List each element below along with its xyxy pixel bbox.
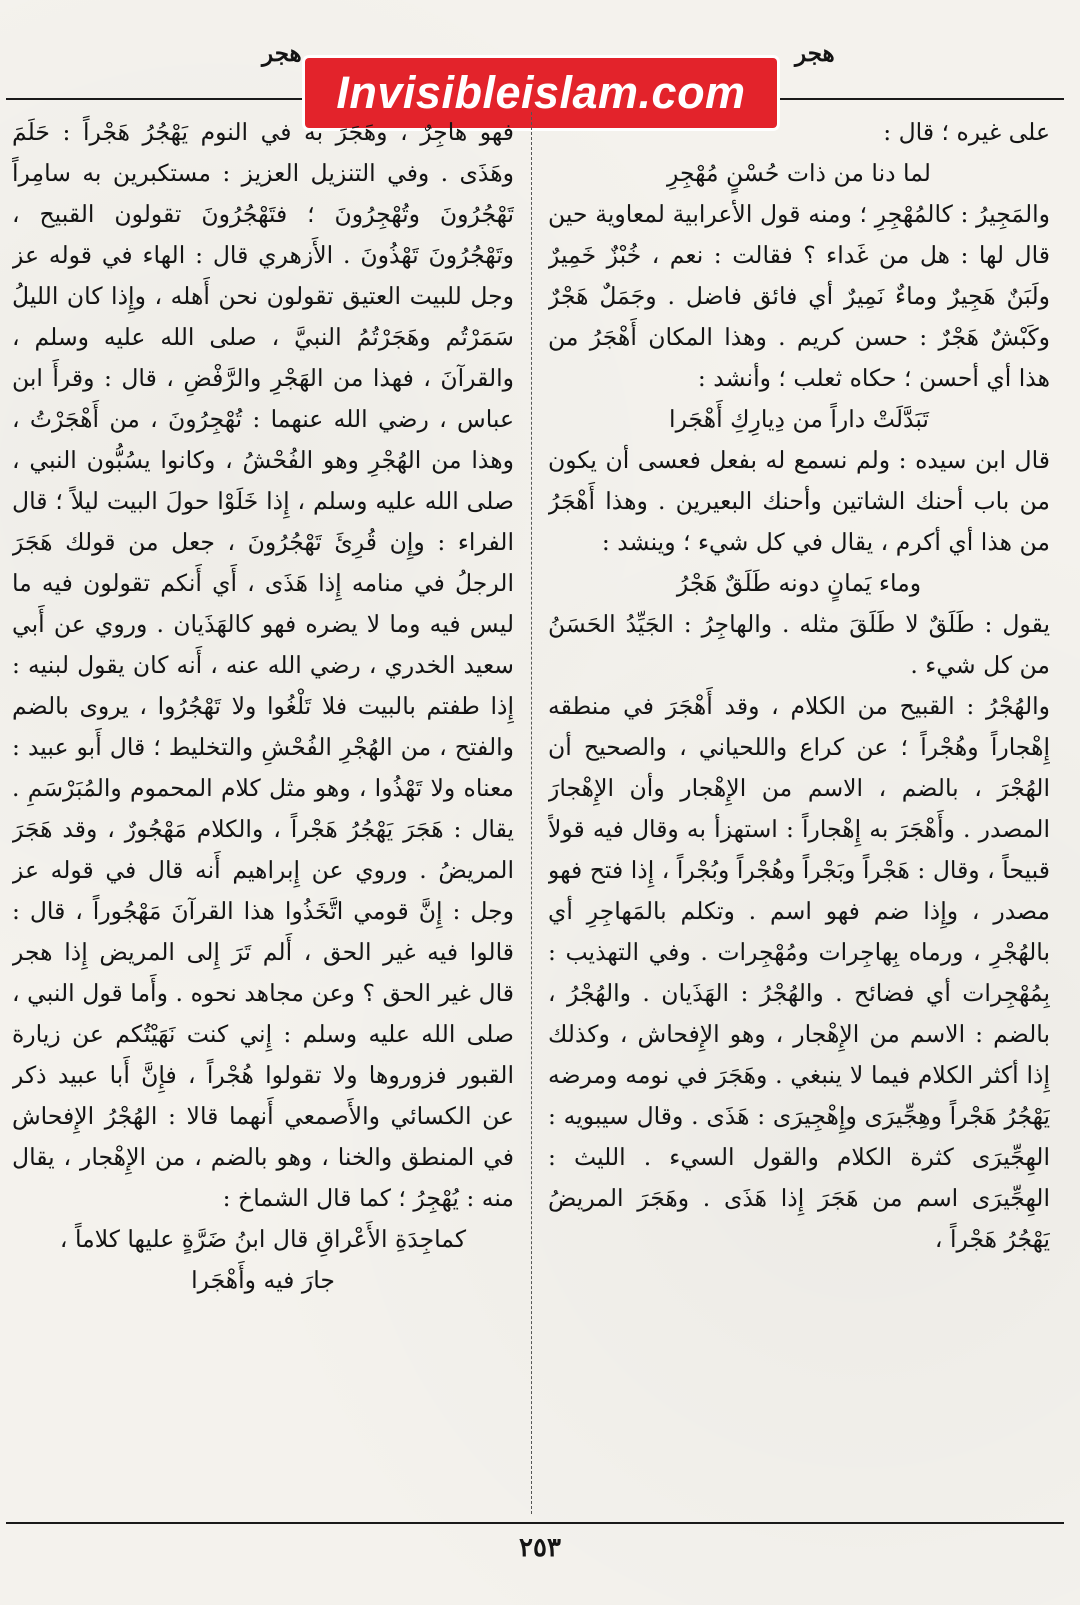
header-keyword-right: هجر: [795, 40, 835, 67]
watermark-text: Invisibleislam.com: [336, 67, 746, 118]
column-divider: [531, 112, 532, 1514]
poetry-verse: تَبَدَّلَتْ داراً من دِيارِكِ أَهْجَرا: [669, 405, 929, 433]
entry-paragraph: والهُجْرُ : القبيح من الكلام ، وقد أَهْجَرَ في منطقه إِهْجاراً وهُجْراً ؛ عن كراع واللحياني ، والصحيح أن الهُجْرَ ، بالضم ، الاسم من الإِهْجار وأن الإِهْجارَ المصدر . وأَهْجَرَ به إِهْجاراً : استهزأ به وقال فيه قولاً قبيحاً ، وقال : هَجْراً وبَجْراً وهُجْراً وبُجْراً ، إِذا فتح فهو مصدر ، وإِذا ضم فهو اسم . وتكلم بالمَهاجِرِ أي بالهُجْرِ ، ورماه بِهاجِرات ومُهْجِرات . وفي التهذيب : بِمُهْجِرات أي فضائح . والهُجْرُ : الهَذَيان . والهُجْرُ ، بالضم : الاسم من الإِهْجار ، وهو الإِفحاش ، وكذلك إِذا أكثر الكلام فيما لا ينبغي . وهَجَرَ في نومه ومرضه يَهْجُرُ هَجْراً وهِجِّيرَى وإِهْجِيرَى : هَذَى . وقال سيبويه : الهِجِّيرَى كثرة الكلام والقول السيء . الليث : الهِجِّيرَى اسم من هَجَرَ إِذا هَذَى . وهَجَرَ المريضُ يَهْجُرُ هَجْراً ،: [548, 692, 1050, 1253]
footer-rule: [6, 1522, 1064, 1524]
entry-paragraph: على غيره ؛ قال :: [883, 118, 1050, 146]
poetry-verse: لما دنا من ذات حُسْنٍ مُهْجِرِ: [667, 159, 931, 187]
entry-paragraph: والمَجِيرُ : كالمُهْجِرِ ؛ ومنه قول الأعرابية لمعاوية حين قال لها : هل من غَداء ؟ فقالت : نعم ، خُبْزٌ خَمِيرٌ ولَبَنٌ هَجِيرٌ وماءٌ نَمِيرٌ أي فائق فاضل . وجَمَلٌ هَجْرٌ وكَبْشٌ هَجْرٌ : حسن كريم . وهذا المكان أَهْجَرُ من هذا أي أحسن ؛ حكاه ثعلب ؛ وأنشد :: [548, 200, 1050, 392]
entry-paragraph: فهو هاجِرٌ ، وهَجَرَ به في النوم يَهْجُرُ هَجْراً : حَلَمَ وهَذَى . وفي التنزيل العزيز : مستكبرين به سامِراً تَهْجُرُونَ وتُهْجِرُونَ ؛ فتَهْجُرُونَ تقولون القبيح ، وتَهْجُرُونَ تَهْذُونَ . الأَزهري قال : الهاء في قوله عز وجل للبيت العتيق تقولون نحن أَهله ، وإِذا كان الليلُ سَمَرْتُم وهَجَرْتُمُ النبيَّ ، صلى الله عليه وسلم ، والقرآنَ ، فهذا من الهَجْرِ والرَّفْضِ ، قال : وقرأَ ابن عباس ، رضي الله عنهما : تُهْجِرُونَ ، من أَهْجَرْتُ ، وهذا من الهُجْرِ وهو الفُحْشُ ، وكانوا يسُبُّون النبي ، صلى الله عليه وسلم ، إِذا خَلَوْا حولَ البيت ليلاً ؛ قال الفراء : وإِن قُرِئَ تَهْجُرُونَ ، جعل من قولك هَجَرَ الرجلُ في منامه إِذا هَذَى ، أَي أَنكم تقولون فيه ما ليس فيه وما لا يضره فهو كالهَذَيان . وروي عن أَبي سعيد الخدري ، رضي الله عنه ، أَنه كان يقول لبنيه : إِذا طفتم بالبيت فلا تَلْغُوا ولا تَهْجُرُوا ، يروى بالضم والفتح ، من الهُجْرِ الفُحْشِ والتخليط ؛ قال أَبو عبيد : معناه ولا تَهْذُوا ، وهو مثل كلام المحموم والمُبَرْسَمِ . يقال : هَجَرَ يَهْجُرُ هَجْراً ، والكلام مَهْجُورٌ ، وقد هَجَرَ المريضُ . وروي عن إِبراهيم أَنه قال في قوله عز وجل : إِنَّ قومي اتَّخَذُوا هذا القرآنَ مَهْجُوراً ، قال : قالوا فيه غير الحق ، أَلم تَرَ إِلى المريض إِذا هجر قال غير الحق ؟ وعن مجاهد نحوه . وأَما قول النبي ، صلى الله عليه وسلم : إِني كنت نَهَيْتُكم عن زيارة القبور فزوروها ولا تقولوا هُجْراً ، فإِنَّ أَبا عبيد ذكر عن الكسائي والأَصمعي أَنهما قالا : الهُجْرُ الإِفحاش في المنطق والخنا ، وهو بالضم ، من الإِهْجار ، يقال منه : يُهْجِرُ ؛ كما قال الشماخ :: [12, 118, 514, 1212]
poetry-verse: وماء يَمانٍ دونه طَلَقٌ هَجْرُ: [676, 569, 922, 597]
entry-paragraph: يقول : طَلَقٌ لا طَلَقَ مثله . والهاجِرُ : الجَيِّدُ الحَسَنُ من كل شيء .: [548, 610, 1050, 679]
left-text-column: [12, 112, 514, 1514]
poetry-verse: كماجِدَةِ الأَعْراقِ قال ابنُ ضَرَّةٍ عليها كلاماً ، جارَ فيه وأَهْجَرا: [59, 1225, 467, 1294]
entry-paragraph: قال ابن سيده : ولم نسمع له بفعل فعسى أن يكون من باب أحنك الشاتين وأحنك البعيرين . وهذا أَهْجَرُ من هذا أي أكرم ، يقال في كل شيء ؛ وينشد :: [548, 446, 1050, 556]
header-keyword-left: هجر: [262, 40, 302, 67]
right-text-column: [548, 112, 1050, 1514]
page-number: ٢٥٣: [519, 1533, 561, 1563]
